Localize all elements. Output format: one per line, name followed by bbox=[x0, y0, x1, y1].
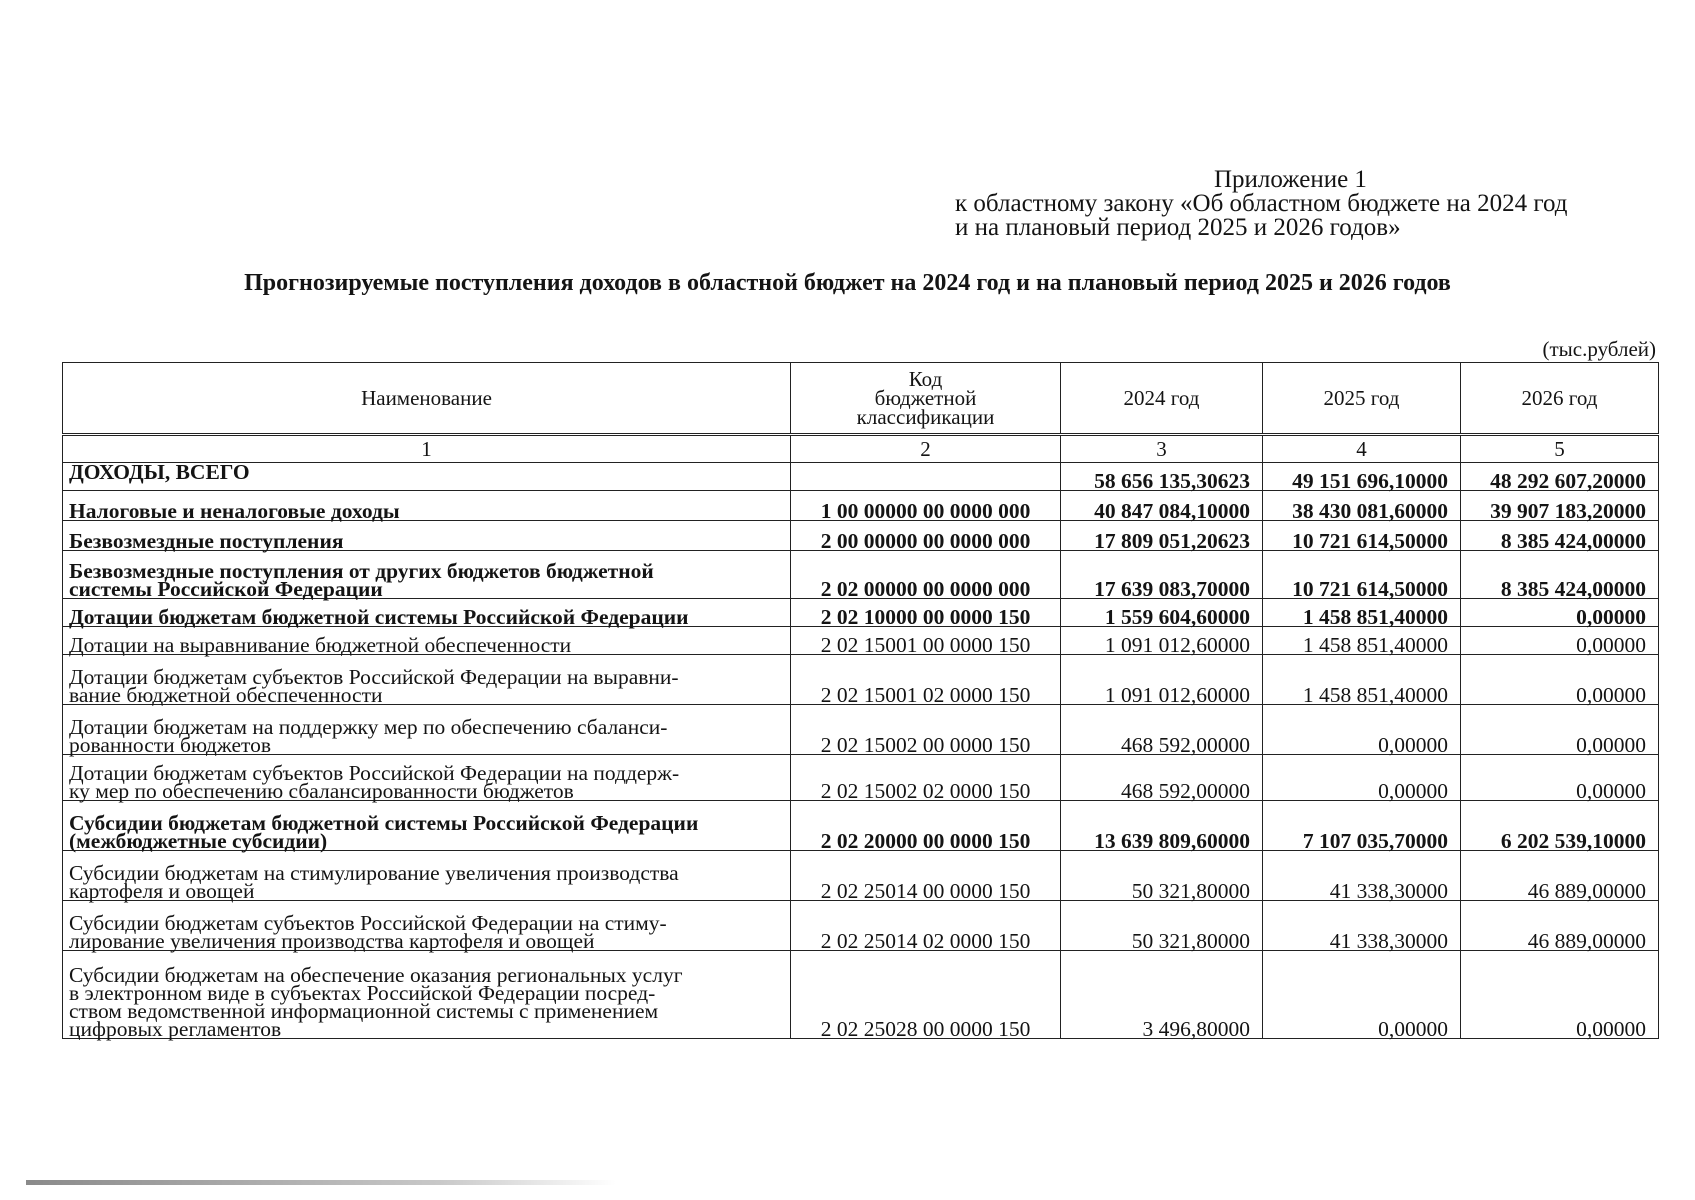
row-name bbox=[63, 655, 791, 705]
header-code-line-1: Код bbox=[908, 366, 943, 391]
row-value-2024: 1 091 012,60000 bbox=[1061, 627, 1263, 655]
row-name-line: Субсидии бюджетам бюджетной системы Российской Федерации bbox=[69, 811, 699, 835]
appendix-header bbox=[955, 168, 1675, 240]
row-name-line: Безвозмездные поступления от других бюджетов бюджетной bbox=[69, 559, 654, 583]
header-code bbox=[791, 363, 1061, 435]
row-name-line: ством ведомственной информационной системы с применением bbox=[69, 999, 659, 1023]
row-value-2026: 0,00000 bbox=[1461, 705, 1659, 755]
row-name bbox=[63, 627, 791, 655]
row-value-2026: 39 907 183,20000 bbox=[1461, 491, 1659, 521]
row-value-2025: 49 151 696,10000 bbox=[1263, 463, 1461, 491]
row-name bbox=[63, 705, 791, 755]
table-row bbox=[63, 705, 1659, 755]
row-name-line: Дотации бюджетам на поддержку мер по обеспечению сбаланси- bbox=[69, 715, 668, 739]
row-value-2024: 50 321,80000 bbox=[1061, 901, 1263, 951]
header-code-line-2: бюджетной bbox=[874, 385, 977, 410]
row-name bbox=[63, 951, 791, 1039]
row-code: 2 02 25014 00 0000 150 bbox=[791, 851, 1061, 901]
row-name bbox=[63, 460, 791, 491]
table-row bbox=[63, 901, 1659, 951]
row-name-line: Субсидии бюджетам субъектов Российской Федерации на стиму- bbox=[69, 911, 667, 935]
row-value-2025: 1 458 851,40000 bbox=[1263, 627, 1461, 655]
table-row bbox=[63, 551, 1659, 599]
row-code: 2 02 00000 00 0000 000 bbox=[791, 551, 1061, 599]
row-value-2025: 41 338,30000 bbox=[1263, 901, 1461, 951]
row-code: 2 02 10000 00 0000 150 bbox=[791, 599, 1061, 627]
row-value-2024: 1 091 012,60000 bbox=[1061, 655, 1263, 705]
row-code: 1 00 00000 00 0000 000 bbox=[791, 491, 1061, 521]
row-value-2026: 46 889,00000 bbox=[1461, 901, 1659, 951]
column-number: 5 bbox=[1461, 435, 1659, 463]
row-name-line: Налоговые и неналоговые доходы bbox=[69, 499, 400, 523]
row-code: 2 02 15002 00 0000 150 bbox=[791, 705, 1061, 755]
column-number-row bbox=[63, 435, 1659, 463]
row-name-line: рованности бюджетов bbox=[69, 733, 272, 757]
table-row bbox=[63, 521, 1659, 551]
table-row bbox=[63, 755, 1659, 801]
row-value-2025: 7 107 035,70000 bbox=[1263, 801, 1461, 851]
row-value-2025: 1 458 851,40000 bbox=[1263, 655, 1461, 705]
row-name-line: Дотации бюджетам субъектов Российской Федерации на выравни- bbox=[69, 665, 679, 689]
row-value-2026: 0,00000 bbox=[1461, 755, 1659, 801]
table-row bbox=[63, 599, 1659, 627]
column-number: 4 bbox=[1263, 435, 1461, 463]
table-row bbox=[63, 491, 1659, 521]
appendix-law-line-2: и на плановый период 2025 и 2026 годов» bbox=[955, 214, 1401, 241]
row-code: 2 00 00000 00 0000 000 bbox=[791, 521, 1061, 551]
column-number: 2 bbox=[791, 435, 1061, 463]
row-value-2025: 41 338,30000 bbox=[1263, 851, 1461, 901]
table-row bbox=[63, 655, 1659, 705]
row-value-2025: 0,00000 bbox=[1263, 705, 1461, 755]
row-value-2026: 0,00000 bbox=[1461, 599, 1659, 627]
table-row bbox=[63, 951, 1659, 1039]
row-value-2026: 46 889,00000 bbox=[1461, 851, 1659, 901]
column-number: 1 bbox=[63, 435, 791, 463]
row-name-line: системы Российской Федерации bbox=[69, 577, 383, 601]
row-name bbox=[63, 755, 791, 801]
row-value-2026: 8 385 424,00000 bbox=[1461, 551, 1659, 599]
row-value-2024: 50 321,80000 bbox=[1061, 851, 1263, 901]
row-name-line: Дотации бюджетам бюджетной системы Российской Федерации bbox=[69, 605, 689, 629]
scan-artifact-line bbox=[26, 1180, 616, 1185]
row-code: 2 02 15002 02 0000 150 bbox=[791, 755, 1061, 801]
row-value-2024: 468 592,00000 bbox=[1061, 705, 1263, 755]
header-2025: 2025 год bbox=[1263, 363, 1461, 435]
row-value-2024: 17 809 051,20623 bbox=[1061, 521, 1263, 551]
row-value-2025: 1 458 851,40000 bbox=[1263, 599, 1461, 627]
header-2026: 2026 год bbox=[1461, 363, 1659, 435]
row-code: 2 02 15001 00 0000 150 bbox=[791, 627, 1061, 655]
row-name-line: лирование увеличения производства картофеля и овощей bbox=[69, 929, 595, 953]
row-value-2026: 0,00000 bbox=[1461, 627, 1659, 655]
row-name-line: Безвозмездные поступления bbox=[69, 529, 344, 553]
row-code: 2 02 20000 00 0000 150 bbox=[791, 801, 1061, 851]
row-code bbox=[791, 463, 1061, 491]
appendix-law-line-1: к областному закону «Об областном бюджете на 2024 год bbox=[955, 190, 1568, 217]
header-code-line-3: классификации bbox=[856, 404, 995, 429]
row-value-2025: 10 721 614,50000 bbox=[1263, 521, 1461, 551]
row-value-2024: 1 559 604,60000 bbox=[1061, 599, 1263, 627]
row-name-line: Субсидии бюджетам на стимулирование увеличения производства bbox=[69, 861, 679, 885]
row-name bbox=[63, 551, 791, 599]
row-value-2024: 17 639 083,70000 bbox=[1061, 551, 1263, 599]
row-name-line: (межбюджетные субсидии) bbox=[69, 829, 328, 853]
row-value-2025: 38 430 081,60000 bbox=[1263, 491, 1461, 521]
row-name-line: Дотации на выравнивание бюджетной обеспеченности bbox=[69, 633, 572, 657]
row-code: 2 02 25028 00 0000 150 bbox=[791, 951, 1061, 1039]
row-value-2025: 0,00000 bbox=[1263, 951, 1461, 1039]
row-name bbox=[63, 599, 791, 627]
row-value-2024: 3 496,80000 bbox=[1061, 951, 1263, 1039]
row-name-line: ДОХОДЫ, ВСЕГО bbox=[69, 460, 250, 484]
row-name-line: в электронном виде в субъектах Российской Федерации посред- bbox=[69, 981, 656, 1005]
table-row bbox=[63, 801, 1659, 851]
row-value-2026: 0,00000 bbox=[1461, 951, 1659, 1039]
row-name bbox=[63, 851, 791, 901]
table-row bbox=[63, 627, 1659, 655]
row-value-2024: 13 639 809,60000 bbox=[1061, 801, 1263, 851]
header-name: Наименование bbox=[63, 363, 791, 435]
row-name bbox=[63, 521, 791, 551]
document-title: Прогнозируемые поступления доходов в областной бюджет на 2024 год и на плановый период 2025 и 2026 годов bbox=[244, 270, 1451, 296]
row-name-line: ку мер по обеспечению сбалансированности бюджетов bbox=[69, 779, 574, 803]
row-name-line: вание бюджетной обеспеченности bbox=[69, 683, 383, 707]
row-name bbox=[63, 801, 791, 851]
appendix-label: Приложение 1 bbox=[1214, 166, 1367, 193]
row-value-2024: 58 656 135,30623 bbox=[1061, 463, 1263, 491]
row-value-2026: 8 385 424,00000 bbox=[1461, 521, 1659, 551]
row-value-2024: 468 592,00000 bbox=[1061, 755, 1263, 801]
row-name-line: Дотации бюджетам субъектов Российской Федерации на поддерж- bbox=[69, 761, 680, 785]
row-name-line: Субсидии бюджетам на обеспечение оказания региональных услуг bbox=[69, 963, 683, 987]
row-value-2026: 0,00000 bbox=[1461, 655, 1659, 705]
row-name bbox=[63, 491, 791, 521]
header-2024: 2024 год bbox=[1061, 363, 1263, 435]
row-value-2026: 6 202 539,10000 bbox=[1461, 801, 1659, 851]
row-name bbox=[63, 901, 791, 951]
row-value-2025: 0,00000 bbox=[1263, 755, 1461, 801]
units-note: (тыс.рублей) bbox=[1542, 337, 1656, 361]
table-header-row bbox=[63, 363, 1659, 435]
row-value-2024: 40 847 084,10000 bbox=[1061, 491, 1263, 521]
table-row bbox=[63, 851, 1659, 901]
row-name-line: цифровых регламентов bbox=[69, 1017, 282, 1041]
row-value-2025: 10 721 614,50000 bbox=[1263, 551, 1461, 599]
table-row bbox=[63, 463, 1659, 491]
column-number: 3 bbox=[1061, 435, 1263, 463]
table-body bbox=[63, 460, 1659, 1041]
row-code: 2 02 15001 02 0000 150 bbox=[791, 655, 1061, 705]
row-code: 2 02 25014 02 0000 150 bbox=[791, 901, 1061, 951]
row-name-line: картофеля и овощей bbox=[69, 879, 255, 903]
revenue-table bbox=[62, 362, 1659, 1039]
row-value-2026: 48 292 607,20000 bbox=[1461, 463, 1659, 491]
